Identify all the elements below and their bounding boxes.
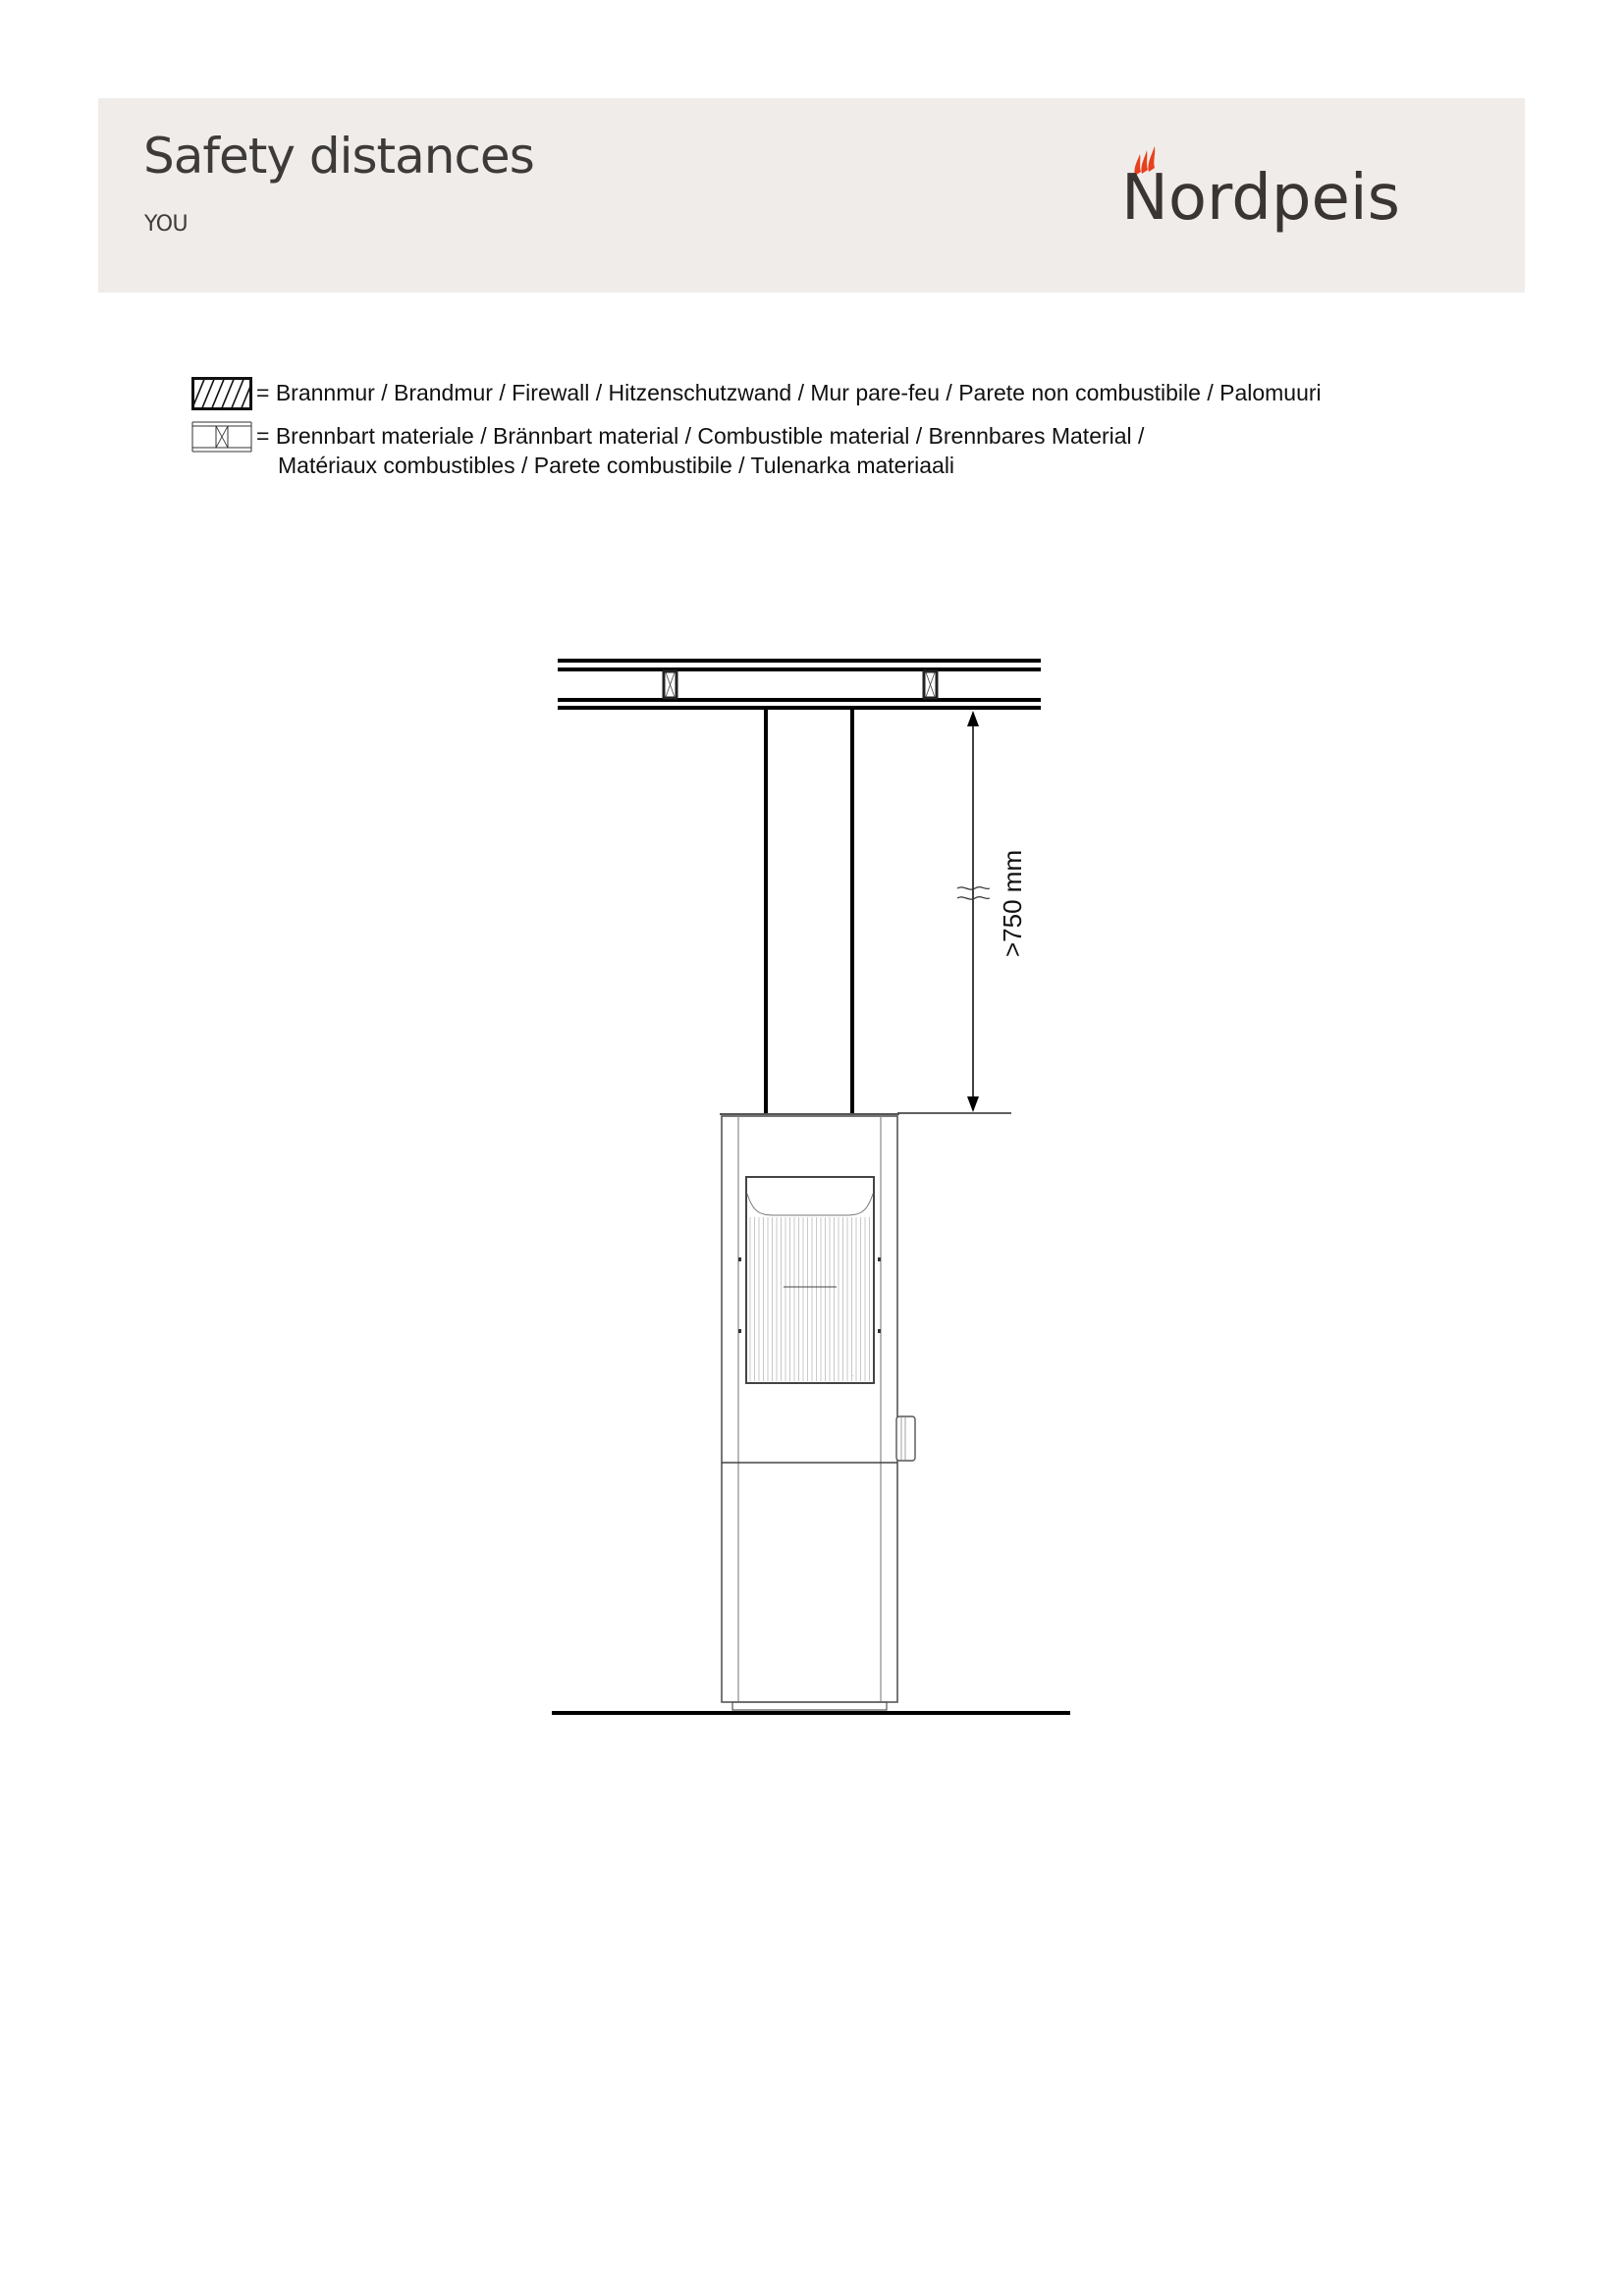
dimension-arrow-up	[967, 711, 979, 726]
ceiling-stud-left	[664, 671, 677, 698]
dimension-arrow-down	[967, 1096, 979, 1112]
flue-pipe-left-wall	[764, 710, 768, 1115]
legend-combustible-text-line1: = Brennbart materiale / Brännbart material / Combustible material / Brennbares Material /	[256, 423, 1145, 449]
legend-firewall-text: = Brannmur / Brandmur / Firewall / Hitzenschutzwand / Mur pare-feu / Parete non combustibile / Palomuuri	[256, 380, 1322, 405]
clearance-dimension	[897, 711, 1027, 1113]
ceiling-line-lower	[558, 698, 1041, 702]
clearance-label: >750 mm	[998, 849, 1027, 957]
page-title: Safety distances	[143, 128, 534, 185]
floor-line	[552, 1711, 1070, 1715]
stove-base	[732, 1702, 887, 1710]
legend-combustible-text-line2: Matériaux combustibles / Parete combustibile / Tulenarka materiaali	[278, 453, 955, 478]
ceiling-stud-right	[924, 671, 937, 698]
flue-pipe	[764, 710, 854, 1115]
logo-wordmark: Nordpeis	[1121, 162, 1400, 235]
stove	[720, 1114, 915, 1710]
stove-side-handle	[896, 1416, 915, 1461]
flue-pipe-right-wall	[850, 710, 854, 1115]
ceiling-line-bottom	[558, 706, 1041, 710]
ceiling	[558, 659, 1041, 710]
ceiling-line-upper	[558, 667, 1041, 671]
ceiling-line-top	[558, 659, 1041, 663]
stove-badge: ·	[852, 1373, 854, 1379]
product-name: YOU	[144, 212, 189, 237]
stove-door-glass	[746, 1177, 874, 1383]
